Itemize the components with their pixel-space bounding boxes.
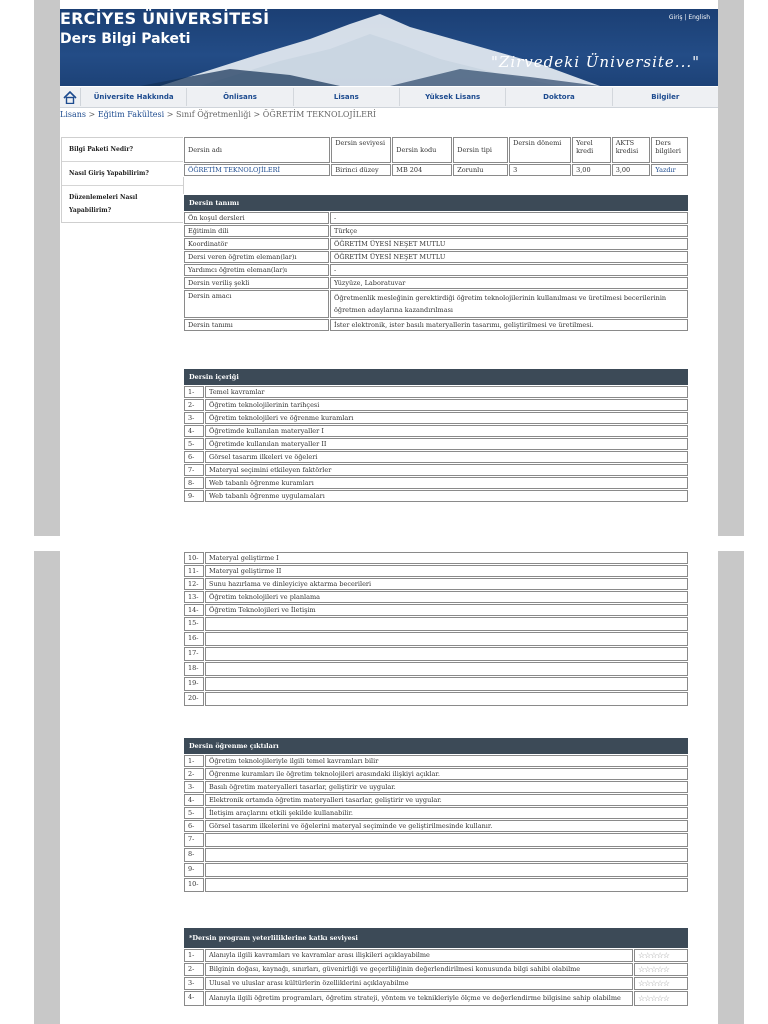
row-text: Öğretim teknolojileri ve öğrenme kuramları [205, 412, 688, 424]
row-text: İletişim araçlarını etkili şekilde kullanabilir. [205, 807, 688, 819]
col-level: Dersin seviyesi [331, 137, 391, 163]
row-text: Öğretimde kullanılan materyaller I [205, 425, 688, 437]
row-text: Ulusal ve uluslar arası kültürlerin özelliklerini açıklayabilme [205, 977, 633, 990]
definition-label: Dersi veren öğretim eleman(lar)ı [184, 251, 329, 263]
sidebar-item-login[interactable]: Nasıl Giriş Yapabilirim? [62, 162, 183, 186]
row-text: Bilginin doğası, kaynağı, sınırları, güvenirliği ve geçerliliğinin değerlendirilmesi konusunda bilgi sahibi olabilme [205, 963, 633, 976]
crumb-course: ÖĞRETİM TEKNOLOJİLERİ [262, 110, 377, 119]
page-1 [60, 9, 718, 536]
row-number: 17- [184, 647, 204, 661]
row-number: 8- [184, 848, 204, 862]
course-info-row [184, 164, 688, 176]
definition-label: Ön koşul dersleri [184, 212, 329, 224]
row-number: 10- [184, 878, 204, 892]
row-number: 9- [184, 863, 204, 877]
english-link[interactable]: English [688, 14, 710, 21]
row-text: Görsel tasarım ilkeleri ve öğeleri [205, 451, 688, 463]
row-text [205, 662, 688, 676]
row-text: Materyal geliştirme II [205, 565, 688, 577]
home-icon [63, 91, 77, 104]
row-text [205, 677, 688, 691]
page-gutter-right [718, 0, 744, 1024]
row-text [205, 878, 688, 892]
sidebar-item-edit[interactable]: Düzenlemeleri Nasıl Yapabilirim? [69, 194, 138, 214]
definition-value: Yüzyüze, Laboratuvar [330, 277, 688, 289]
breadcrumb: Lisans > Eğitim Fakültesi > Sınıf Öğretmenliği > ÖĞRETİM TEKNOLOJİLERİ [60, 110, 377, 119]
col-ects: AKTS kredisi [612, 137, 651, 163]
content-table [183, 368, 689, 503]
table-row [184, 807, 688, 819]
table-row [184, 848, 688, 862]
definition-label: Koordinatör [184, 238, 329, 250]
table-row [184, 212, 688, 224]
table-row [184, 768, 688, 780]
table-row [184, 991, 688, 1006]
university-name: ERCİYES ÜNİVERSİTESİ [60, 9, 270, 28]
row-text: Sunu hazırlama ve dinleyiciye aktarma becerileri [205, 578, 688, 590]
table-row [184, 677, 688, 691]
table-row [184, 977, 688, 990]
table-row [184, 617, 688, 631]
course-info-header-row [184, 137, 688, 163]
table-row [184, 647, 688, 661]
table-row [184, 477, 688, 489]
row-number: 5- [184, 807, 204, 819]
table-row [184, 565, 688, 577]
row-number: 14- [184, 604, 204, 616]
row-number: 9- [184, 490, 204, 502]
table-row [184, 464, 688, 476]
nav-bachelor[interactable]: Lisans [294, 88, 400, 106]
course-ects: 3,00 [612, 164, 651, 176]
col-term: Dersin dönemi [509, 137, 571, 163]
row-number: 10- [184, 552, 204, 564]
row-number: 2- [184, 399, 204, 411]
col-info: Ders bilgileri [651, 137, 688, 163]
definition-value: - [330, 212, 688, 224]
row-number: 3- [184, 781, 204, 793]
row-number: 11- [184, 565, 204, 577]
table-row [184, 949, 688, 962]
row-text: Öğretimde kullanılan materyaller II [205, 438, 688, 450]
course-type: Zorunlu [453, 164, 508, 176]
row-number: 8- [184, 477, 204, 489]
content-table-continued [183, 551, 689, 707]
col-code: Dersin kodu [392, 137, 452, 163]
row-number: 7- [184, 833, 204, 847]
table-row [184, 662, 688, 676]
header-banner [60, 9, 718, 86]
definition-value: İster elektronik, ister basılı materyallerin tasarımı, geliştirilmesi ve üretilmesi. [330, 319, 688, 331]
header-links: Giriş | English [668, 14, 710, 21]
row-text: Temel kavramlar [205, 386, 688, 398]
nav-masters[interactable]: Yüksek Lisans [400, 88, 506, 106]
course-name[interactable]: ÖĞRETİM TEKNOLOJİLERİ [184, 164, 330, 176]
course-level: Birinci düzey [331, 164, 391, 176]
definition-value: ÖĞRETİM ÜYESİ NEŞET MUTLU [330, 251, 688, 263]
competencies-table [183, 927, 689, 1007]
row-number: 16- [184, 632, 204, 646]
print-link[interactable]: Yazdır [651, 164, 688, 176]
course-code: MB 204 [392, 164, 452, 176]
row-text: Alanıyla ilgili kavramları ve kavramlar arası ilişkileri açıklayabilme [205, 949, 633, 962]
crumb-faculty[interactable]: Eğitim Fakültesi [97, 110, 165, 119]
row-text: Web tabanlı öğrenme uygulamaları [205, 490, 688, 502]
row-number: 6- [184, 451, 204, 463]
table-row [184, 833, 688, 847]
row-text [205, 617, 688, 631]
definition-title: Dersin tanımı [184, 195, 688, 211]
row-text: Öğretim teknolojileriyle ilgili temel kavramları bilir [205, 755, 688, 767]
row-number: 7- [184, 464, 204, 476]
definition-label: Yardımcı öğretim eleman(lar)ı [184, 264, 329, 276]
crumb-bachelor[interactable]: Lisans [60, 110, 87, 119]
page-gutter-left [34, 0, 60, 1024]
row-text: Alanıyla ilgili öğretim programları, öğretim strateji, yöntem ve teknikleriyle ölçme ve değerlendirme bilgisine sahip olabilme [205, 991, 633, 1006]
row-text [205, 632, 688, 646]
table-row [184, 781, 688, 793]
table-row [184, 277, 688, 289]
definition-label: Eğitimin dili [184, 225, 329, 237]
table-row [184, 963, 688, 976]
course-term: 3 [509, 164, 571, 176]
row-text: Web tabanlı öğrenme kuramları [205, 477, 688, 489]
rating-stars[interactable]: ☆☆☆☆☆ [634, 977, 688, 990]
main-nav [60, 87, 718, 108]
row-text: Materyal geliştirme I [205, 552, 688, 564]
competencies-title: *Dersin program yeterliliklerine katkı seviyesi [184, 928, 688, 948]
definition-label: Dersin amacı [184, 290, 329, 318]
row-number: 15- [184, 617, 204, 631]
row-text [205, 692, 688, 706]
row-number: 19- [184, 677, 204, 691]
row-number: 4- [184, 425, 204, 437]
row-number: 20- [184, 692, 204, 706]
outcomes-table [183, 737, 689, 893]
page-separator [0, 536, 768, 551]
rating-stars[interactable]: ☆☆☆☆☆ [634, 991, 688, 1006]
row-number: 2- [184, 963, 204, 976]
row-text [205, 833, 688, 847]
definition-label: Dersin tanımı [184, 319, 329, 331]
row-text [205, 863, 688, 877]
page-2 [60, 551, 718, 1024]
table-row [184, 591, 688, 603]
table-row [184, 238, 688, 250]
table-row [184, 863, 688, 877]
row-number: 5- [184, 438, 204, 450]
row-text [205, 647, 688, 661]
row-number: 1- [184, 949, 204, 962]
row-text: Materyal seçimini etkileyen faktörler [205, 464, 688, 476]
definition-value: ÖĞRETİM ÜYESİ NEŞET MUTLU [330, 238, 688, 250]
rating-stars[interactable]: ☆☆☆☆☆ [634, 949, 688, 962]
sidebar [61, 137, 184, 223]
table-row [184, 578, 688, 590]
table-row [184, 552, 688, 564]
course-local-credit: 3,00 [572, 164, 611, 176]
nav-info[interactable]: Bilgiler [651, 93, 680, 101]
table-row [184, 490, 688, 502]
row-number: 4- [184, 991, 204, 1006]
login-link[interactable]: Giriş [668, 14, 683, 21]
row-text: Öğretim teknolojilerinin tarihçesi [205, 399, 688, 411]
row-number: 3- [184, 412, 204, 424]
row-number: 1- [184, 755, 204, 767]
row-number: 18- [184, 662, 204, 676]
sidebar-item-what[interactable]: Bilgi Paketi Nedir? [62, 138, 183, 162]
row-text: Elektronik ortamda öğretim materyalleri tasarlar, geliştirir ve uygular. [205, 794, 688, 806]
table-row [184, 878, 688, 892]
row-number: 1- [184, 386, 204, 398]
row-number: 12- [184, 578, 204, 590]
col-type: Dersin tipi [453, 137, 508, 163]
nav-doctorate[interactable]: Doktora [506, 88, 612, 106]
table-row [184, 290, 688, 318]
table-row [184, 632, 688, 646]
nav-associate[interactable]: Önlisans [187, 88, 293, 106]
home-button[interactable] [60, 88, 81, 106]
rating-stars[interactable]: ☆☆☆☆☆ [634, 963, 688, 976]
definition-value: Türkçe [330, 225, 688, 237]
table-row [184, 386, 688, 398]
definition-value: - [330, 264, 688, 276]
table-row [184, 425, 688, 437]
content-title: Dersin içeriği [184, 369, 688, 385]
table-row [184, 399, 688, 411]
table-row [184, 755, 688, 767]
slogan: "Zirvedeki Üniversite..." [491, 53, 700, 71]
table-row [184, 225, 688, 237]
table-row [184, 451, 688, 463]
table-row [184, 820, 688, 832]
nav-university[interactable]: Üniversite Hakkında [81, 88, 187, 106]
table-row [184, 794, 688, 806]
row-number: 4- [184, 794, 204, 806]
col-course-name: Dersin adı [184, 137, 330, 163]
crumb-department: Sınıf Öğretmenliği [175, 110, 251, 119]
course-info-table [183, 136, 689, 177]
row-text: Öğretim teknolojileri ve planlama [205, 591, 688, 603]
row-text: Görsel tasarım ilkelerini ve öğelerini materyal seçiminde ve geliştirilmesinde kullanır. [205, 820, 688, 832]
package-title: Ders Bilgi Paketi [60, 31, 191, 47]
definition-label: Dersin veriliş şekli [184, 277, 329, 289]
table-row [184, 319, 688, 331]
row-number: 13- [184, 591, 204, 603]
definition-value: Öğretmenlik mesleğinin gerektirdiği öğretim teknolojilerinin kullanılması ve üretilmesi becerilerinin öğretmen adaylarına kazandırılması [330, 290, 688, 318]
table-row [184, 412, 688, 424]
row-number: 2- [184, 768, 204, 780]
row-text [205, 848, 688, 862]
col-local-credit: Yerel kredi [572, 137, 611, 163]
table-row [184, 438, 688, 450]
table-row [184, 692, 688, 706]
row-number: 3- [184, 977, 204, 990]
row-text: Öğrenme kuramları ile öğretim teknolojileri arasındaki ilişkiyi açıklar. [205, 768, 688, 780]
table-row [184, 264, 688, 276]
row-text: Öğretim Teknolojileri ve İletişim [205, 604, 688, 616]
table-row [184, 604, 688, 616]
outcomes-title: Dersin öğrenme çıktıları [184, 738, 688, 754]
row-text: Basılı öğretim materyalleri tasarlar, geliştirir ve uygular. [205, 781, 688, 793]
definition-table [183, 194, 689, 332]
table-row [184, 251, 688, 263]
row-number: 6- [184, 820, 204, 832]
